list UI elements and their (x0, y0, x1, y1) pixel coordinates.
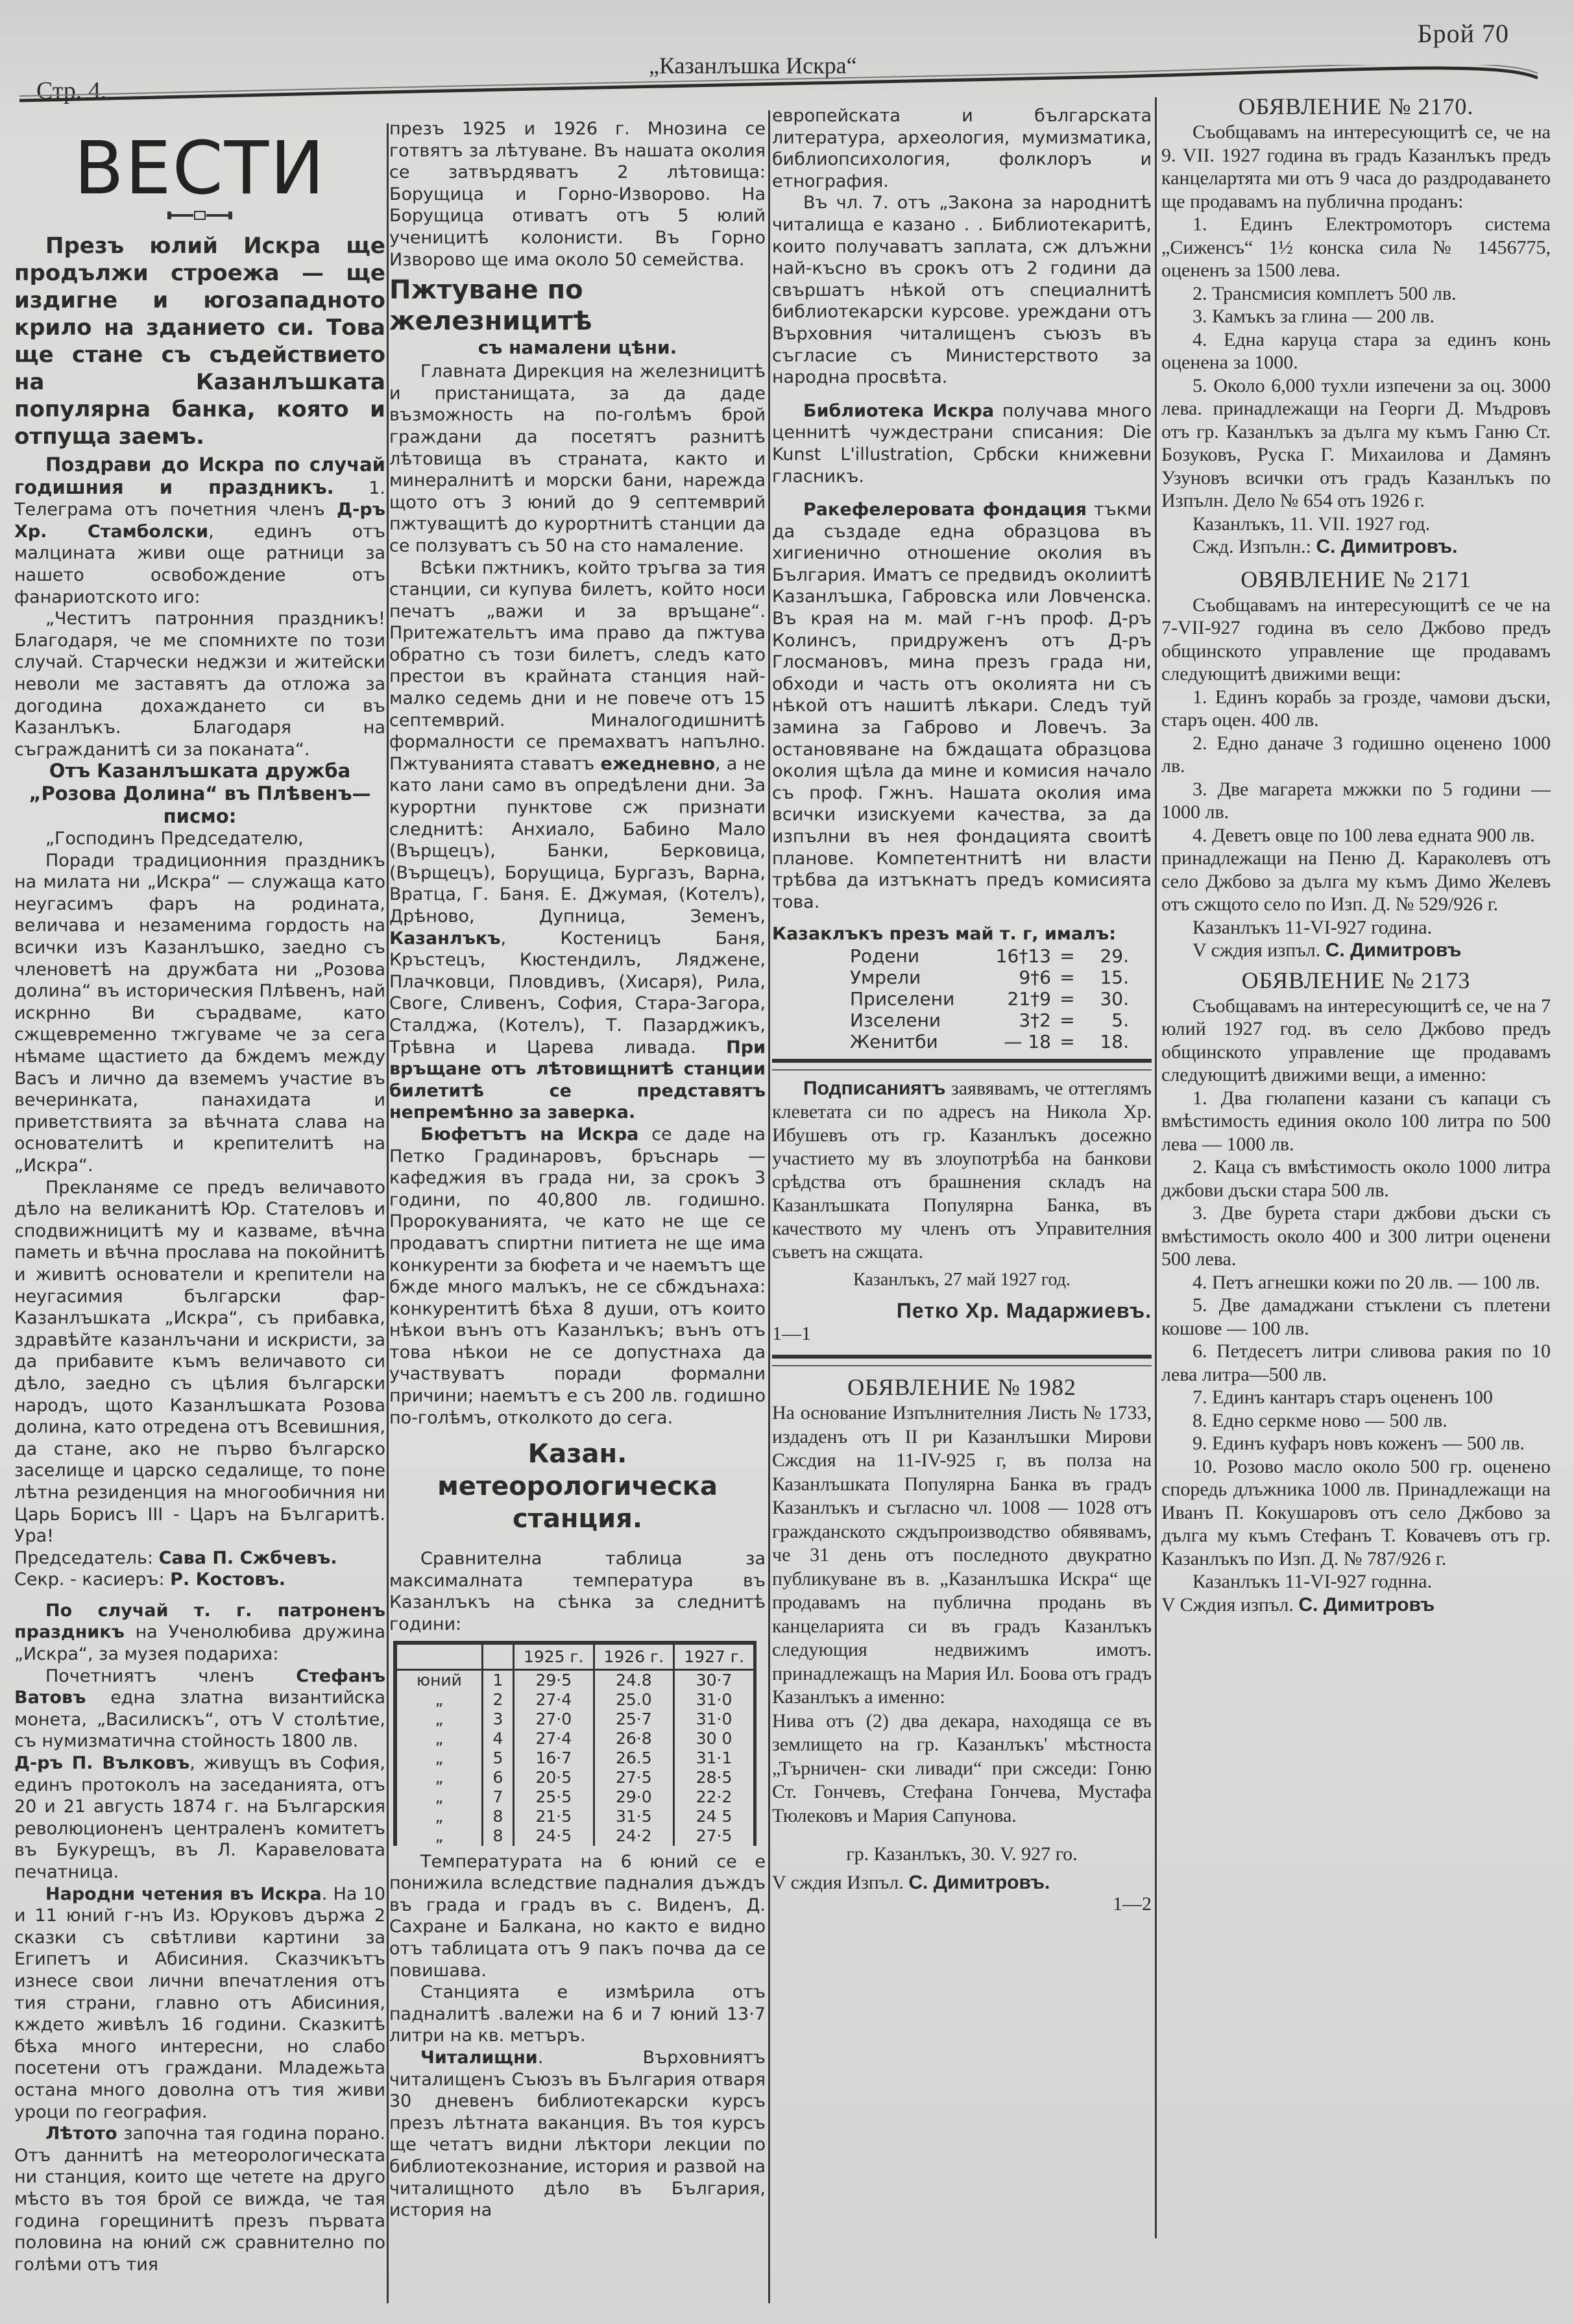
ad-list-item: 5. Две дамаджани стъклени съ плетени кошове — 100 лв. (1161, 1294, 1551, 1339)
table-cell: 31·0 (674, 1690, 755, 1710)
meteo-intro: Сравнителна таблица за максималната температура въ Казанлъкъ на сѣнка за следнитѣ години: (389, 1549, 766, 1635)
table-cell: 27·5 (594, 1768, 674, 1787)
table-header (395, 1643, 483, 1670)
table-header: 1927 г. (674, 1643, 755, 1670)
table-cell: 27·0 (514, 1710, 594, 1729)
table-row (395, 1729, 755, 1749)
table-cell: 29·5 (514, 1669, 594, 1690)
section-divider (772, 1059, 1152, 1071)
table-cell: 25.0 (594, 1690, 674, 1710)
column-4 (1161, 92, 1551, 2233)
table-cell: 29·0 (594, 1787, 674, 1807)
readings-paragraph: Народни четения въ Искра. На 10 и 11 юний г-нъ Из. Юруковъ държа 2 сказки съ свѣтливи картини за Египетъ и Абисиния. Сказчикътъ изнесе свои лични впечатления отъ тия страни, главно отъ Абисиния, кждето живѣлъ 16 години. Сказкитѣ бѣха много интересни, но слабо посетени отъ граждани. Младежьта остана много доволна отъ тия живи уроци по география. (14, 1883, 385, 2122)
table-day: 1 (483, 1669, 514, 1690)
buffet-paragraph: Бюфетътъ на Искра се даде на Петко Градинаровъ, бръснарь — кафеджия въ града ни, за срокъ 3 години, по 40,800 лв. годишно. Пророкуванията, че като не ще се продаватъ спиртни питиета не ще има конкуренти за бюфета и че наемътъ ще бжде много малъкъ, не се сбждънаха: конкурентитѣ бѣха 8 души, отъ които нѣкои вънъ отъ Казанлъкъ; вънъ отъ това нѣкои не се допустнаха да участвуватъ поради формални причини; наемътъ е съ 200 лв. годишно по-голѣмъ, отколкото до сега. (389, 1124, 766, 1428)
column-2 (389, 118, 766, 2305)
table-cell: 25·5 (514, 1787, 594, 1807)
table-row (395, 1690, 755, 1710)
stats-eq: = (1059, 945, 1075, 967)
column-divider (1155, 97, 1157, 2238)
page-number: Стр. 4. (36, 77, 107, 104)
stats-parts: 9†6 (1019, 966, 1051, 988)
table-day: 8 (483, 1826, 514, 1846)
ad-2170-intro: Съобщавамъ на интересующитѣ се, че на 9. VII. 1927 година въ градъ Казанлъкъ предъ канцелартята ми отъ 9 часа до раздродаването ще продавамъ на публична проданъ: (1161, 121, 1551, 212)
stats-total: 30. (1100, 987, 1129, 1010)
table-row (395, 1807, 755, 1826)
ad-list-item: 2. Каца съ вмѣстимость около 1000 литра джбови дъски стара 500 лв. (1161, 1156, 1551, 1201)
rail-headline: Пжтуване по железницитѣ (389, 275, 592, 337)
table-day: 3 (483, 1710, 514, 1729)
table-cell: 26.5 (594, 1749, 674, 1768)
stats-label: Родени (850, 945, 920, 967)
ad-list-item: 7. Единъ кантаръ старъ оцененъ 100 (1193, 1386, 1493, 1408)
table-cell: 24.8 (594, 1669, 674, 1690)
table-month: „ (395, 1826, 483, 1846)
column-3 (772, 105, 1152, 2298)
section-divider (772, 1355, 1152, 1366)
letter-paragraph: Поради традиционния праздникъ на милата ни „Искра“ — служаща като неугасимъ фаръ на родината, величава и незаменима гордость на всички изъ Казанлъшко, заедно съ членоветѣ на дружбата ни „Розова долина“ въ историческия Плѣвенъ, най искрнно Ви сърадваме, като сжщевременно тжгуваме че за сега нѣмаме щастието да бждемъ между Васъ и лично да вземемъ участие въ вечеринката, панахидата и приветствията за вѣчната слава на основателитѣ и крепителитѣ на „Искра“. (14, 850, 385, 1176)
table-row (395, 1787, 755, 1807)
lead-paragraph: Презъ юлий Искра ще продължи строежа — ще издигне и югозападното крило на зданието си. Това ще стане съ съдействието на Казанлъшката популярна банка, която и отпуща заемъ. (14, 233, 385, 450)
ad-1982-text: На основание Изпълнителния Листь № 1733, издаденъ отъ II ри Казанлъшки Мирови Сжсдия на 11-IV-925 г, въ полза на Казанлъшката Популярна Банка въ градъ Казанлъкъ и съгласно чл. 1008 — 1028 отъ гражданското сждъпроизводство обявявамъ, че 31 день отъ последното двукратно публикуване въ в. „Казанлъшка Искра“ ще продавамъ на публична продань въ канцеларията си въ градъ Казанлъкъ следующия недвижимъ имотъ. принадлежащъ на Мария Ил. Боова отъ градъ Казанлъкъ а именно: (772, 1402, 1152, 1708)
table-row (395, 1710, 755, 1729)
table-cell: 25·7 (594, 1710, 674, 1729)
table-month: „ (395, 1690, 483, 1710)
stats-label: Приселени (850, 987, 955, 1010)
temperature-table (393, 1641, 757, 1846)
table-month: „ (395, 1807, 483, 1826)
ad-2173-title: ОБЯВЛЕНИЕ № 2173 (1241, 967, 1471, 993)
ad-2171-date: Казанлъкъ 11-VI-927 година. (1193, 916, 1433, 938)
table-row (395, 1669, 755, 1690)
declaration-paragraph: Подписаниятъ заявявамъ, че оттеглямъ клеветата си по адресъ на Никола Хр. Ибушевъ отъ гр. Казанлъкъ досежно участието му въ злоупотрѣба на банкови срѣдства отъ брашнения складъ на Казанлъшката Популярна Банка, въ качеството му членъ отъ Управителния съветъ на сжщата. (772, 1077, 1152, 1263)
ad-1982-title: ОБЯВЛЕНИЕ № 1982 (847, 1374, 1076, 1401)
ad-2173-items (1161, 1087, 1551, 1571)
stats-eq: = (1059, 987, 1075, 1010)
chital-paragraph: Читалищни. Върховниятъ читалищенъ Съюзъ въ България отваря 30 дневенъ библиотекарски курсъ презъ лѣтната ваканция. Въ тоя курсъ ще четатъ видни лѣктори лекции по библиотекознание, история и развой на читалищното дѣло въ България, история на (389, 2047, 766, 2221)
ad-list-item: 3. Две магарета мжжки по 5 години — 1000 лв. (1161, 778, 1551, 823)
greetings-title: Поздрави до Искра по случай годишния и праздникъ. (14, 454, 385, 498)
ad-list-item: 1. Два гюлапени казани съ капаци съ вмѣстимость единия около 100 литра по 500 лева — 1000 лв. (1161, 1087, 1551, 1155)
ad-list-item: 1. Единъ корабь за грозде, чамови дъски, старъ оцен. 400 лв. (1161, 686, 1551, 731)
chital-continued: европейската и българската литература, археология, мумизматика, библиопсихология, фолклоръ и етнография. (772, 106, 1152, 191)
table-cell: 22·2 (674, 1787, 755, 1807)
stats-label: Умрели (850, 966, 921, 988)
table-cell: 24·5 (514, 1826, 594, 1846)
issue-number: Брой 70 (1417, 19, 1509, 48)
greetings-paragraph: Поздрави до Искра по случай годишния и праздникъ. 1. Телеграма отъ почетния членъ Д-ръ Хр. Стамболски, единъ отъ малцината живи още ратници за нашето освобождение отъ фанариотското иго: (14, 454, 385, 607)
ad-2170-title: ОБЯВЛЕНИЕ № 2170. (1238, 93, 1474, 119)
law-paragraph: Въ чл. 7. отъ „Закона за народнитѣ читалища е казано . . Библиотекаритѣ, които получаватъ заплата, сж длъжни най-късно въ срокъ отъ 2 години да свършатъ нѣкой отъ специалнитѣ библиотекарски курсове. уреждани отъ Върховния читалищенъ съюзъ въ съгласие съ Министерството за народна просвѣта. (772, 193, 1152, 388)
table-cell: 27·5 (674, 1826, 755, 1846)
ad-list-item: 4. Една каруца стара за единъ конь оценена за 1000. (1161, 328, 1551, 373)
ad-list-item: 2. Трансмисия комплетъ 500 лв. (1193, 282, 1457, 304)
table-cell: 28·5 (674, 1768, 755, 1787)
declaration-block (772, 1077, 1152, 1344)
table-day: 4 (483, 1729, 514, 1749)
stats-total: 15. (1100, 966, 1129, 988)
donor-paragraph: Д-ръ П. Вълковъ, живущъ въ София, единъ протоколъ на заседанията, отъ 20 и 21 августь 1874 г. на Българския революционенъ централенъ комитетъ въ Букурещъ, въ Л. Каравеловата печатница. (14, 1753, 385, 1882)
stats-parts: 3†2 (1019, 1009, 1051, 1031)
ad-2171-owner: принадлежащи на Пеню Д. Караколевъ отъ село Джбово за дълга му къмъ Димо Желевъ отъ сжщото село по Изп. Д. № 529/926 г. (1161, 847, 1551, 915)
ad-1982 (772, 1401, 1152, 1915)
table-cell: 30 0 (674, 1729, 755, 1749)
stats-row (850, 1010, 1152, 1031)
table-row (395, 1826, 755, 1846)
table-cell: 27·4 (514, 1729, 594, 1749)
table-cell: 31·0 (674, 1710, 755, 1729)
rail-paragraph: Всѣки пжтникъ, който тръгва за тия станции, си купува билетъ, който носи печатъ „важи и за връщане“. Притежательтъ има право да пжтува обратно съ този билетъ, следъ като престои въ крайната станция най-малко седемь дни и не повече отъ 15 септемврий. Миналогодишнитѣ формалности се премахватъ напълно. Пжтуванията ставатъ ежедневно, а не като лани само въ опредѣлени дни. За курортни пунктове сж признати следнитѣ: Анхиало, Бабино Мало (Върщецъ), Банки, Берковица, (Върщецъ), Борущица, Бургазъ, Варна, Вратца, Г. Баня. Е. Джумая, (Котелъ), Дрѣново, Дупница, Земенъ, Казанлъкъ, Костеницъ Баня, Кръстецъ, Кюстендилъ, Ляджене, Плачковци, Пловдивъ, (Хисаря), Рила, Своге, Сливенъ, София, Стара-Загора, Сталджа, (Котелъ), Т. Пазарджикъ, Трѣвна и Царева ливада. При връщане отъ лѣтовищнитѣ станции билетитѣ се представятъ непремѣнно за заверка. (389, 557, 766, 1123)
declaration-signature: Петко Хр. Мадаржиевъ. (896, 1298, 1152, 1322)
table-cell: 16·7 (514, 1749, 594, 1768)
letter-salutation: „Господинъ Председателю, (45, 829, 304, 849)
meteo-headline: Казан. метеорологическа станция. (437, 1439, 718, 1534)
ad-list-item: 10. Розово масло около 500 гр. оценено споредь длъжника 1000 лв. Принадлежащи на Иванъ П. Кокушаровъ отъ село Джбово за дълга му къмъ Стефанъ Т. Ковачевъ отъ гр. Казанлъкъ по Изп. Д. № 787/926 г. (1161, 1455, 1551, 1569)
stats-label: Изселени (850, 1009, 941, 1031)
stats-eq: = (1059, 966, 1075, 988)
table-cell: 27·4 (514, 1690, 594, 1710)
ad-2173-intro: Съобщавамъ на интересующитѣ се, че на 7 юлий 1927 год. въ село Джбово предъ общинското управление ще продавамъ следующитѣ движими вещи, а именно: (1161, 995, 1551, 1085)
table-cell: 31·5 (594, 1807, 674, 1826)
population-stats (850, 945, 1152, 1052)
ad-2170-date: Казанлъкъ, 11. VII. 1927 год. (1193, 513, 1431, 535)
ad-list-item: 5. Около 6,000 тухли изпечени за оц. 3000 лева. принадлежащи на Георги Д. Мъдровъ отъ гр. Казанлъкъ за дълга му къмъ Ганю Ст. Бозуковъ, Руска Г. Михаилова и Дамянъ Узуновъ всички отъ градъ Казанлъкъ по Изпълн. Дело № 654 отъ 1926 г. (1161, 374, 1551, 511)
ad-list-item: 3. Две бурета стари джбови дъски съ вмѣстимость около 400 и 300 литри оценени 500 лева. (1161, 1202, 1551, 1270)
rail-subheadline: съ намалени цѣни. (478, 337, 677, 359)
ad-2171-signature: V сждия изпъл. С. Димитровъ (1193, 939, 1462, 961)
ad-list-item: 4. Петъ агнешки кожи по 20 лв. — 100 лв. (1193, 1271, 1540, 1293)
stats-parts: 16†13 (995, 945, 1051, 967)
ad-2171-title: ОВЯВЛЕНИЕ № 2171 (1241, 566, 1471, 592)
table-row (395, 1749, 755, 1768)
pleven-title: Отъ Казанлъшката дружба „Розова Долина“ въ Плѣвенъ— писмо: (29, 760, 371, 827)
table-cell: 20·5 (514, 1768, 594, 1787)
summer-paragraph: Лѣтото започна тая година порано. Отъ даннитѣ на метеорологическата ни станция, които ще четете на друго мѣсто въ тоя брой се вижда, че тая година горещинитѣ презъ първата половина на юний сж сравнително по голѣми отъ тия (14, 2124, 385, 2275)
table-cell: 30·7 (674, 1669, 755, 1690)
chairman-line: Председатель: Сава П. Сжбчевъ. (14, 1547, 337, 1568)
declaration-date: Казанлъкъ, 27 май 1927 год. (853, 1269, 1071, 1290)
newspaper-title: „Казанлъшка Искра“ (649, 53, 857, 79)
table-cell: 24 5 (674, 1807, 755, 1826)
table-day: 7 (483, 1787, 514, 1807)
table-header: 1925 г. (514, 1643, 594, 1670)
letter-paragraph: Прекланяме се предъ величавото дѣло на великанитѣ Юр. Стателовъ и сподвижницитѣ му и казваме, вѣчна паметь и вѣчна прослава на покойнитѣ и живитѣ основатели и крепители на неугасимия български фар-Казанлъшката „Искра“, съ прибавка, здравѣйте казанлъчани и искристи, за да прибавите къмъ величавото си дѣло, заедно съ цѣлия български народъ, щото Казанлъшката Розова долина, като отредена отъ Всевишния, да стане, ако не първо българско заселище и царско седалище, то поне лѣтна резиденция на многообичния ни Царь Борисъ III - Царъ на Българитѣ. Ура! (14, 1177, 385, 1547)
ad-1982-number: 1—2 (1113, 1893, 1152, 1915)
ad-1982-date: гр. Казанлъкъ, 30. V. 927 го. (846, 1843, 1078, 1865)
section-title: ВЕСТИ (74, 127, 326, 211)
stats-label: Женитби (850, 1030, 938, 1052)
declaration-number: 1—1 (772, 1322, 811, 1344)
stats-total: 18. (1100, 1030, 1129, 1052)
library-paragraph: Библиотека Искра получава много ценнитѣ чуждестрани списания: Die Kunst L'illustration, Србски книжевни гласникъ. (772, 400, 1152, 487)
column-divider (387, 123, 389, 2303)
ad-list-item: 9. Единъ куфаръ новъ коженъ — 500 лв. (1193, 1433, 1525, 1454)
table-month: „ (395, 1710, 483, 1729)
ad-2173-signature: V Сждия изпъл. С. Димитровъ (1161, 1593, 1435, 1616)
stats-row (850, 945, 1152, 967)
telegram-text: „Честитъ патронния праздникъ! Благодаря, че ме спомнихте по този случай. Старчески неджзи и житейски неволи ме заставятъ да отложа за догодина дохаждането си въ Казанлъкъ. Благодаря на съгражданитѣ си за поканата“. (14, 609, 385, 760)
stats-row (850, 988, 1152, 1010)
stats-row (850, 967, 1152, 988)
museum-paragraph: По случай т. г. патроненъ праздникъ на Ученолюбива дружина „Искра“, за музея подариха: (14, 1600, 385, 1665)
ad-2170-signature: Сжд. Изпълн.: С. Димитровъ. (1193, 536, 1458, 557)
table-day: 8 (483, 1807, 514, 1826)
table-month: „ (395, 1787, 483, 1807)
table-cell: 26·8 (594, 1729, 674, 1749)
table-day: 5 (483, 1749, 514, 1768)
table-cell: 24·2 (594, 1826, 674, 1846)
ad-list-item: 4. Деветъ овце по 100 лева едната 900 лв. (1193, 824, 1535, 846)
stats-eq: = (1059, 1009, 1075, 1031)
table-cell: 21·5 (514, 1807, 594, 1826)
stats-parts: 21†9 (1007, 987, 1051, 1010)
ad-1982-signature: V сждия Изпъл. С. Димитровъ. (772, 1871, 1050, 1893)
rail-paragraph: Главната Дирекция на железницитѣ и пристанищата, за да даде възможность на по-голѣмъ брой граждани да посетятъ разнитѣ лѣтовища въ страната, както и минералнитѣ и морски бани, нарежда щото отъ 3 юний до 9 септемврий пжтуващитѣ до курортнитѣ станции да се ползуватъ съ 50 на сто намаление. (389, 361, 766, 556)
stats-parts: — 18 (1004, 1030, 1051, 1052)
stats-total: 29. (1100, 945, 1129, 967)
ad-1982-item: Нива отъ (2) два декара, находяща се въ землището на гр. Казанлъкъ' мѣстноста „Търничен- ски ливади“ при сжседи: Гоню Ст. Гончевъ, Стефана Гончева, Мустафа Тюлековъ и Мария Сапунова. (772, 1710, 1152, 1826)
table-row (395, 1768, 755, 1787)
table-cell: 31·1 (674, 1749, 755, 1768)
ad-list-item: 2. Едно даначе 3 годишно оценено 1000 лв. (1161, 732, 1551, 777)
ad-2170-items (1161, 213, 1551, 513)
ad-2171-items (1161, 686, 1551, 847)
table-month: „ (395, 1749, 483, 1768)
summer-continued: презъ 1925 и 1926 г. Мнозина се готвятъ за лѣтуване. Въ нашата околия се затвърдяватъ 2 лѣтовища: Борущица и Горно-Изворово. На Борущица отиватъ отъ 5 юлий ученицитѣ колонисти. Въ Горно Изворово ще има около 50 семейства. (389, 119, 766, 270)
ad-2171-intro: Съобщавамъ на интересующитѣ се че на 7-VII-927 година въ село Джбово предъ общинското управление ще продавамъ следующитѣ движими вещи: (1161, 594, 1551, 684)
table-header: 1926 г. (594, 1643, 674, 1670)
ad-list-item: 3. Камъкъ за глина — 200 лв. (1193, 306, 1435, 327)
stats-row (850, 1031, 1152, 1052)
table-month: „ (395, 1768, 483, 1787)
table-day: 6 (483, 1768, 514, 1787)
column-divider (768, 110, 770, 2303)
donor-paragraph: Почетниятъ членъ Стефанъ Ватовъ една златна византийска монета, „Василискъ“, отъ V столѣтие, съ нумизматична стойность 1800 лв. (14, 1665, 385, 1752)
ornament-divider (167, 210, 232, 221)
column-1 (14, 117, 385, 2310)
stats-title: Казаклъкъ презъ май т. г, ималъ: (772, 924, 1117, 945)
table-header (483, 1643, 514, 1670)
table-month: „ (395, 1729, 483, 1749)
stats-total: 5. (1111, 1009, 1129, 1031)
meteo-paragraph: Станцията е измѣрила отъ падналитѣ .валежи на 6 и 7 юний 13·7 литри на кв. метъръ. (389, 1982, 766, 2046)
stats-eq: = (1059, 1030, 1075, 1052)
ad-list-item: 8. Едно серкме ново — 500 лв. (1193, 1409, 1447, 1431)
table-month: юний (395, 1669, 483, 1690)
ad-2173-date: Казанлъкъ 11-VI-927 годнна. (1193, 1571, 1433, 1592)
rockefeller-paragraph: Ракефелеровата фондация тъкми да създаде една образцова въ хигиенично отношение околия въ България. Иматъ се предвидъ околиитѣ Казанлъшка, Габровска или Ловченска. Въ края на м. май г-нъ проф. Д-ръ Колинсъ, придруженъ отъ Д-ръ Глосмановъ, мина презъ града ни, обходи и часть отъ околията ни съ нѣкой отъ нашитѣ лѣкари. Следъ туй замина за Габрово и Ловечъ. За остановяване на бждащата образцова околия щѣла да мине и комисия начало съ проф. Гжнъ. Нашата околия има всички изискуеми качества, за да изпълни въ нея фондацията своитѣ планове. Компетентнитѣ ни власти трѣбва да изтъкнатъ предъ комисията това. (772, 500, 1152, 912)
ad-list-item: 1. Единъ Електромоторъ система „Сиженсъ“ 1½ конска сила № 1456775, оцененъ за 1500 лева. (1161, 213, 1551, 281)
ad-list-item: 6. Петдесетъ литри сливова ракия по 10 лева литра—500 лв. (1161, 1340, 1551, 1385)
secretary-line: Секр. - касиеръ: Р. Костовъ. (14, 1569, 286, 1590)
meteo-paragraph: Температурата на 6 юний се е понижила вследствие падналия дъждъ въ града и градъ въ с. Виденъ, Д. Сахране и Балкана, но както е видно отъ таблицата отъ 9 пакъ почва да се повишава. (389, 1851, 766, 1981)
table-day: 2 (483, 1690, 514, 1710)
